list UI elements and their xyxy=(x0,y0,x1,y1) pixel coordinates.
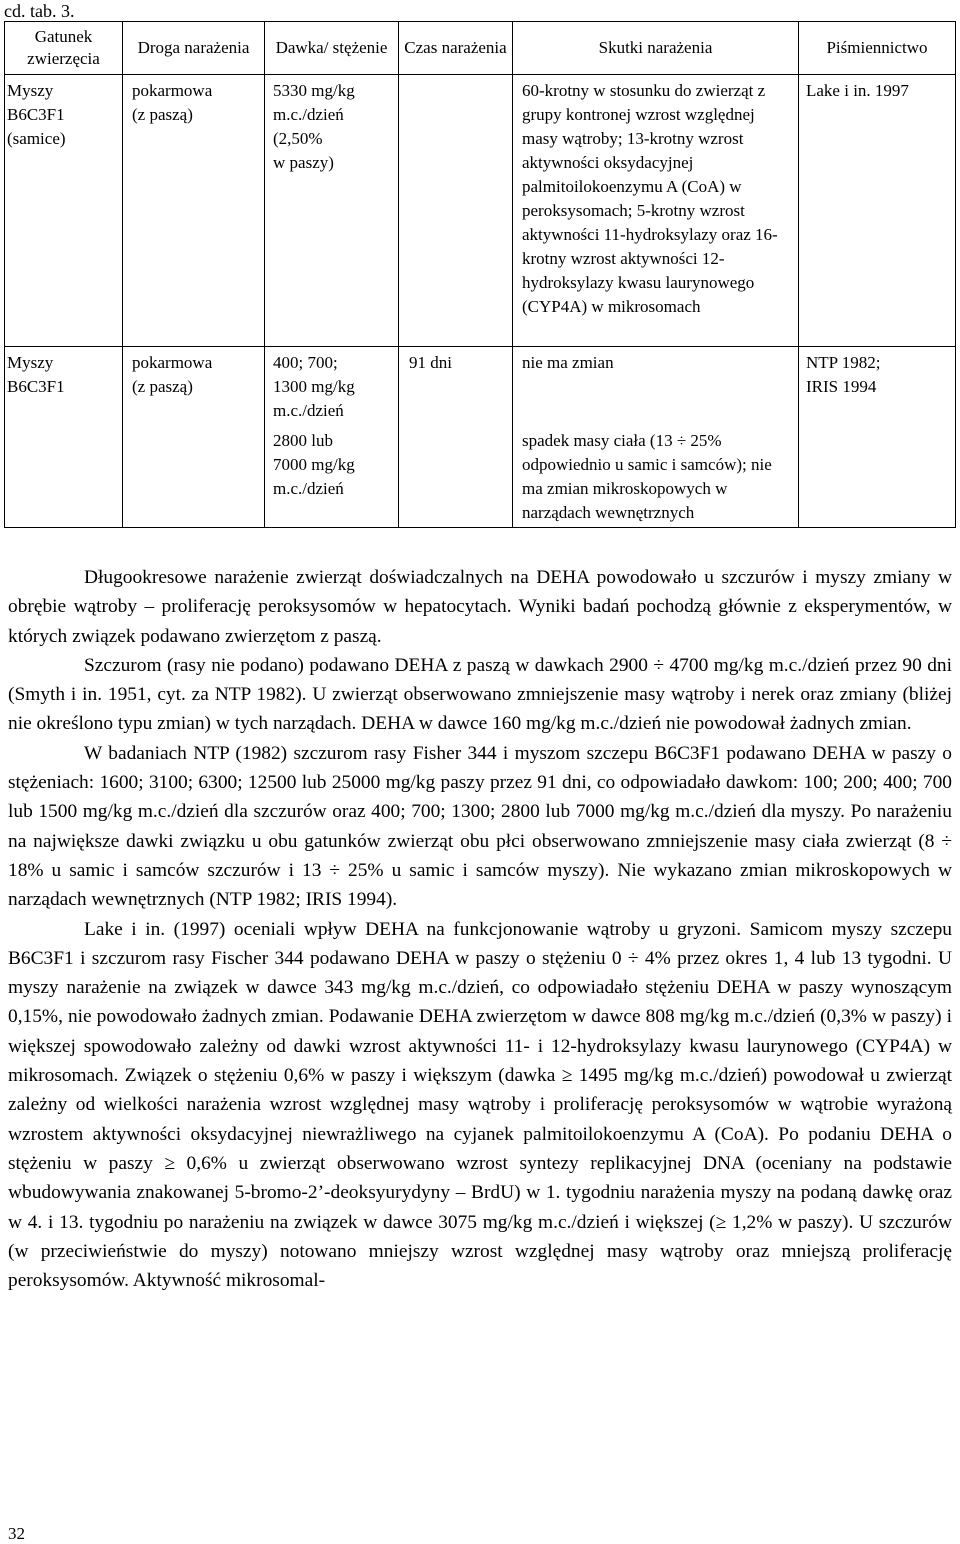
cell-species: Myszy B6C3F1 (samice) xyxy=(5,75,123,347)
cell-effects: spadek masy ciała (13 ÷ 25% odpowiednio u samic i samców); nie ma zmian mikroskopowych w narządach wewnętrznych xyxy=(513,425,799,528)
cell-effects: 60-krotny w stosunku do zwierząt z grupy kontronej wzrost względnej masy wątroby; 13-krotny wzrost aktywności oksydacyjnej palmitoilokoenzymu A (CoA) w peroksysomach; 5-krotny wzrost aktywności 11-hydroksylazy oraz 16-krotny wzrost aktywności 12-hydroksylazy kwasu laurynowego (CYP4A) w mikrosomach xyxy=(513,75,799,347)
table-caption: cd. tab. 3. xyxy=(4,1,75,21)
page-number: 32 xyxy=(8,1524,25,1543)
toxicity-table xyxy=(4,21,956,528)
table-row xyxy=(5,75,956,347)
header-time: Czas narażenia xyxy=(399,22,513,75)
cell-dose: 2800 lub 7000 mg/kg m.c./dzień xyxy=(265,425,399,528)
cell-time xyxy=(399,75,513,347)
header-species: Gatunek zwierzęcia xyxy=(5,22,123,75)
cell-literature: NTP 1982; IRIS 1994 xyxy=(799,347,956,528)
cell-literature: Lake i in. 1997 xyxy=(799,75,956,347)
cell-dose: 400; 700; 1300 mg/kg m.c./dzień xyxy=(265,347,399,426)
paragraph: Szczurom (rasy nie podano) podawano DEHA z paszą w dawkach 2900 ÷ 4700 mg/kg m.c./dzień przez 90 dni (Smyth i in. 1951, cyt. za NTP 1982). U zwierząt obserwowano zmniejszenie masy wątroby i nerek oraz zmiany (bliżej nie określono typu zmian) w tych narządach. DEHA w dawce 160 mg/kg m.c./dzień nie powodował żadnych zmian. xyxy=(8,654,952,735)
header-literature: Piśmiennictwo xyxy=(799,22,956,75)
cell-route: pokarmowa (z paszą) xyxy=(123,75,265,347)
paragraph: Długookresowe narażenie zwierząt doświadczalnych na DEHA powodowało u szczurów i myszy zmiany w obrębie wątroby – proliferację peroksysomów w hepatocytach. Wyniki badań pochodzą głównie z eksperymentów, w których związek podawano zwierzętom z paszą. xyxy=(8,567,952,647)
table-row xyxy=(5,347,956,426)
paragraph: Lake i in. (1997) oceniali wpływ DEHA na funkcjonowanie wątroby u gryzoni. Samicom myszy szczepu B6C3F1 i szczurom rasy Fischer 344 podawano DEHA w paszy o stężeniu 0 ÷ 4% przez okres 1, 4 lub 13 tygodni. U myszy narażenie na związek w dawce 343 mg/kg m.c./dzień, co odpowiadało stężeniu DEHA w paszy wynoszącym 0,15%, nie powodowało żadnych zmian. Podawanie DEHA zwierzętom w dawce 808 mg/kg m.c./dzień (0,3% w paszy) i większej spowodowało zależny od dawki wzrost aktywności 11- i 12-hydroksylazy kwasu laurynowego (CYP4A) w mikrosomach. Związek o stężeniu 0,6% w paszy i większym (dawka ≥ 1495 mg/kg m.c./dzień) powodował u zwierząt zależny od wielkości narażenia wzrost względnej masy wątroby i proliferację peroksysomów w wątrobie wyrażoną wzrostem aktywności oksydacyjnej niewrażliwego na cyjanek palmitoilokoenzymu A (CoA). Po podaniu DEHA o stężeniu w paszy ≥ 0,6% u zwierząt obserwowano wzrost syntezy replikacyjnej DNA (oceniany na podstawie wbudowywania znakowanej 5-bromo-2’-deoksyurydyny – BrdU) w 1. tygodniu narażenia myszy na podaną dawkę oraz w 4. i 13. tygodniu po narażeniu na związek w dawce 3075 mg/kg m.c./dzień i większej (≥ 1,2% w paszy). U szczurów (w przeciwieństwie do myszy) notowano mniejszy wzrost względnej masy wątroby oraz mniejszą proliferację peroksysomów. Aktywność mikrosomal- xyxy=(8,918,952,1292)
cell-route: pokarmowa (z paszą) xyxy=(123,347,265,528)
cell-effects: nie ma zmian xyxy=(513,347,799,426)
cell-dose: 5330 mg/kg m.c./dzień (2,50% w paszy) xyxy=(265,75,399,347)
body-text xyxy=(8,563,952,1295)
cell-species: Myszy B6C3F1 xyxy=(5,347,123,528)
paragraph: W badaniach NTP (1982) szczurom rasy Fisher 344 i myszom szczepu B6C3F1 podawano DEHA w paszy o stężeniach: 1600; 3100; 6300; 12500 lub 25000 mg/kg paszy przez 91 dni, co odpowiadało dawkom: 100; 200; 400; 700 lub 1500 mg/kg m.c./dzień dla szczurów oraz 400; 700; 1300; 2800 lub 7000 mg/kg m.c./dzień dla myszy. Po narażeniu na największe dawki związku u obu gatunków zwierząt obu płci obserwowano zmniejszenie masy ciała zwierząt (8 ÷ 18% u samic i samców szczurów i 13 ÷ 25% u samic i samców myszy). Nie wykazano zmian mikroskopowych w narządach wewnętrznych (NTP 1982; IRIS 1994). xyxy=(8,742,952,911)
header-effects: Skutki narażenia xyxy=(513,22,799,75)
cell-time: 91 dni xyxy=(399,347,513,528)
table-header-row xyxy=(5,22,956,75)
header-route: Droga narażenia xyxy=(123,22,265,75)
header-dose: Dawka/ stężenie xyxy=(265,22,399,75)
